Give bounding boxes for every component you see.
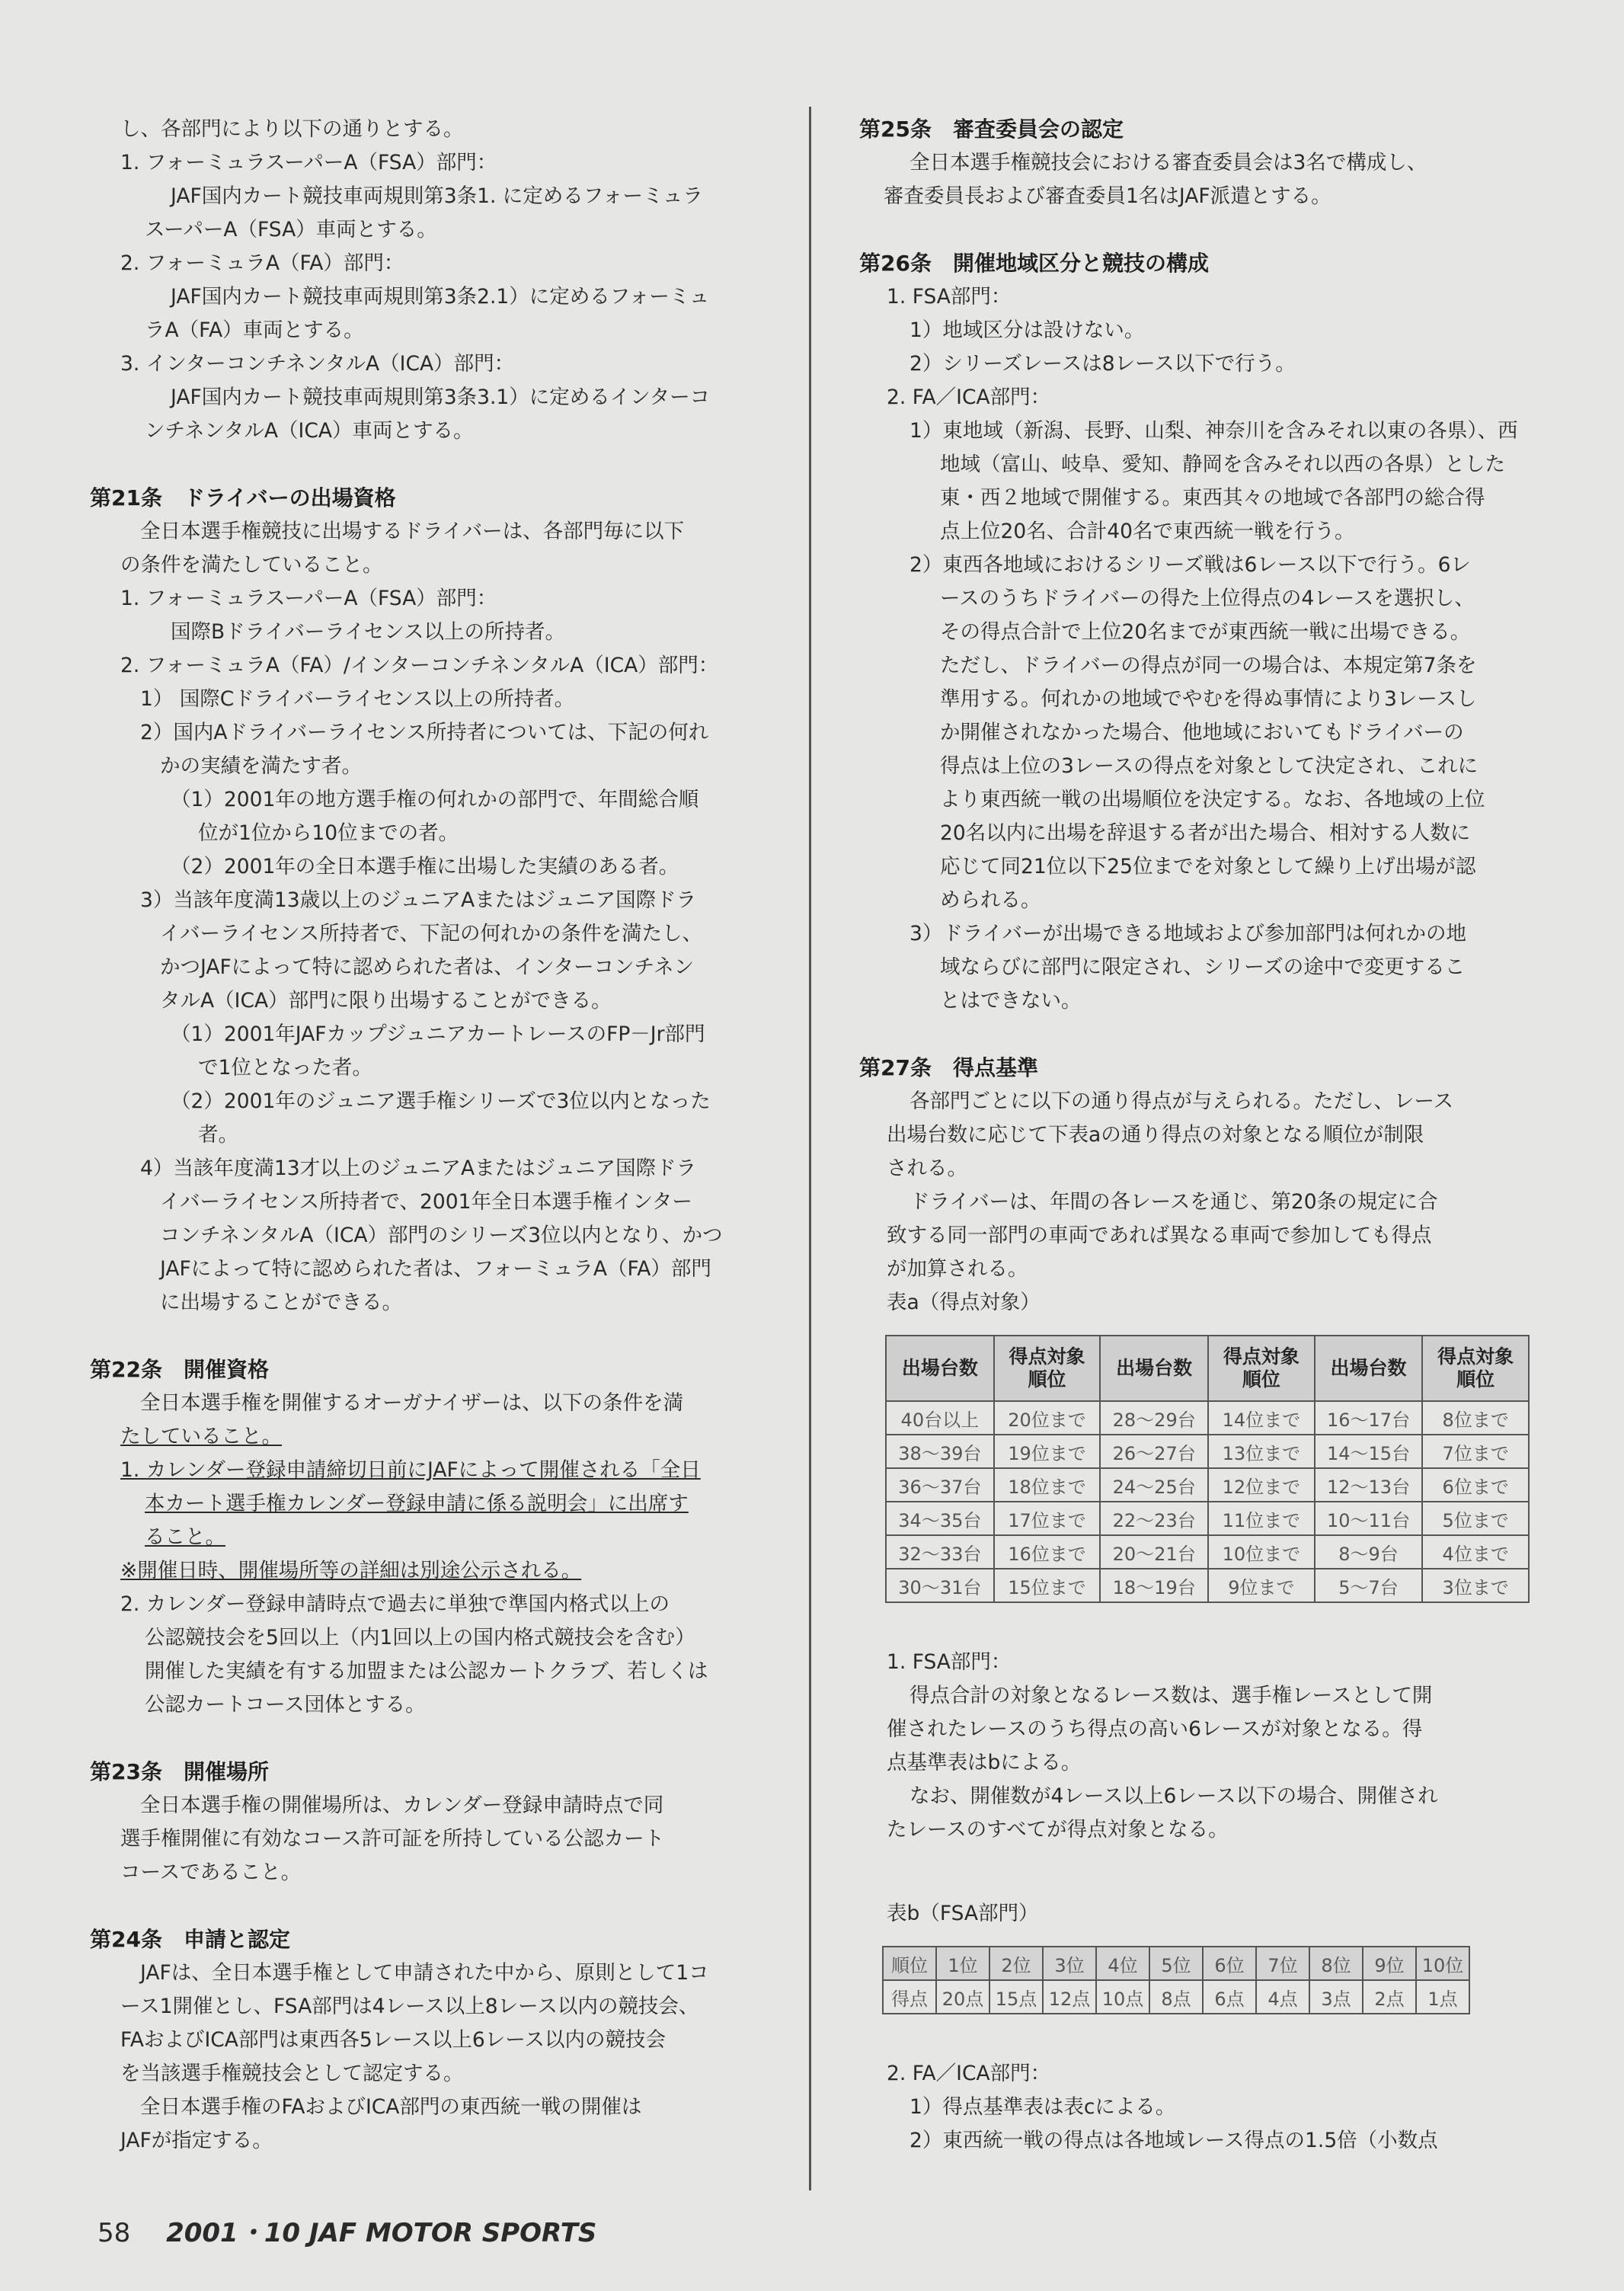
text-line: 域ならびに部門に限定され、シリーズの途中で変更するこ xyxy=(940,955,1466,979)
text-line: 公認競技会を5回以上（内1回以上の国内格式競技会を含む） xyxy=(145,1626,695,1649)
article-heading: 第26条 開催地域区分と競技の構成 xyxy=(859,251,1209,276)
column-divider xyxy=(809,107,811,2190)
text-line: JAFが指定する。 xyxy=(120,2129,273,2152)
page-number: 58 xyxy=(98,2218,131,2248)
table-cell: 3位 xyxy=(1043,1947,1096,1980)
text-line: その得点合計で上位20名までが東西統一戦に出場できる。 xyxy=(940,620,1471,644)
text-line: FAおよびICA部門は東西各5レース以上6レース以内の競技会 xyxy=(120,2028,666,2052)
text-line: なお、開催数が4レース以上6レース以下の場合、開催され xyxy=(910,1784,1438,1808)
table-cell: 14位まで xyxy=(1208,1401,1315,1435)
table-row xyxy=(886,1535,1529,1569)
table-cell: 14～15台 xyxy=(1315,1435,1423,1468)
table-row xyxy=(886,1435,1529,1468)
text-line: 全日本選手権競技に出場するドライバーは、各部門毎に以下 xyxy=(140,520,685,543)
text-line: 3. インターコンチネンタルA（ICA）部門： xyxy=(120,352,515,376)
table-a-header: 出場台数 xyxy=(886,1336,994,1401)
right-bottom-text xyxy=(859,2057,1530,2158)
text-line: 応じて同21位以下25位までを対象として繰り上げ出場が認 xyxy=(940,855,1476,878)
text-line: 3）当該年度満13歳以上のジュニアAまたはジュニア国際ドラ xyxy=(140,888,697,912)
text-line: 2. フォーミュラA（FA）/インターコンチネンタルA（ICA）部門： xyxy=(120,654,719,677)
table-cell: 8位 xyxy=(1309,1947,1363,1980)
right-middle-text xyxy=(859,1646,1530,1931)
table-cell: 15位まで xyxy=(994,1569,1101,1602)
text-line: 開催した実績を有する加盟または公認カートクラブ、若しくは xyxy=(145,1659,708,1683)
table-cell: 10～11台 xyxy=(1315,1502,1423,1535)
article-heading: 第22条 開催資格 xyxy=(90,1357,269,1382)
table-cell: 16位まで xyxy=(994,1535,1101,1569)
table-cell: 18～19台 xyxy=(1100,1569,1208,1602)
right-top-text xyxy=(859,113,1530,1320)
table-cell: 9位まで xyxy=(1208,1569,1315,1602)
table-a-header: 出場台数 xyxy=(1315,1336,1423,1401)
spacer xyxy=(90,1722,762,1755)
text-line: ラA（FA）車両とする。 xyxy=(145,318,364,342)
table-cell: 28～29台 xyxy=(1100,1401,1208,1435)
text-line: （2）2001年の全日本選手権に出場した実績のある者。 xyxy=(171,855,679,878)
text-line: 準用する。何れかの地域でやむを得ぬ事情により3レースし xyxy=(940,687,1477,711)
table-row xyxy=(886,1502,1529,1535)
text-line: 得点は上位の3レースの得点を対象として決定され、これに xyxy=(940,754,1479,778)
text-line: かつJAFによって特に認められた者は、インターコンチネン xyxy=(160,955,695,979)
table-cell: 10点 xyxy=(1096,1980,1149,2014)
table-cell: 5位 xyxy=(1149,1947,1203,1980)
left-column xyxy=(90,113,762,2158)
text-line: められる。 xyxy=(940,888,1041,912)
table-cell: 12～13台 xyxy=(1315,1468,1423,1502)
page-footer xyxy=(98,2214,596,2252)
table-cell: 8点 xyxy=(1149,1980,1203,2014)
table-row xyxy=(886,1569,1529,1602)
text-line: 2）東西統一戦の得点は各地域レース得点の1.5倍（小数点 xyxy=(910,2129,1438,2152)
text-line: より東西統一戦の出場順位を決定する。なお、各地域の上位 xyxy=(940,788,1485,811)
text-line: 公認カートコース団体とする。 xyxy=(145,1693,426,1717)
text-line: を当該選手権競技会として認定する。 xyxy=(120,2062,464,2085)
text-line: 位が1位から10位までの者。 xyxy=(198,821,459,845)
table-cell: 6位まで xyxy=(1422,1468,1529,1502)
table-cell: 1点 xyxy=(1416,1980,1469,2014)
spacer xyxy=(90,1889,762,1923)
text-line: （1）2001年JAFカップジュニアカートレースのFP－Jr部門 xyxy=(171,1022,705,1046)
table-cell: 3点 xyxy=(1309,1980,1363,2014)
table-row xyxy=(886,1468,1529,1502)
text-line: が加算される。 xyxy=(887,1257,1028,1281)
text-line: 1. FSA部門： xyxy=(887,1650,1012,1674)
text-line: 2）東西各地域におけるシリーズ戦は6レース以下で行う。6レ xyxy=(910,553,1471,577)
table-cell: 38～39台 xyxy=(886,1435,994,1468)
text-line: 選手権開催に有効なコース許可証を所持している公認カート xyxy=(120,1827,665,1851)
article-heading: 第21条 ドライバーの出場資格 xyxy=(90,485,396,510)
table-cell: 10位 xyxy=(1416,1947,1469,1980)
text-line: 1. フォーミュラスーパーA（FSA）部門： xyxy=(120,587,497,610)
table-cell: 8～9台 xyxy=(1315,1535,1423,1569)
table-cell: 12位まで xyxy=(1208,1468,1315,1502)
text-line: 2）国内Aドライバーライセンス所持者については、下記の何れ xyxy=(140,721,709,744)
table-cell: 15点 xyxy=(989,1980,1043,2014)
table-row xyxy=(886,1401,1529,1435)
table-row xyxy=(883,1947,1469,1980)
text-line: で1位となった者。 xyxy=(198,1056,372,1080)
table-cell: 20～21台 xyxy=(1100,1535,1208,1569)
table-cell: 11位まで xyxy=(1208,1502,1315,1535)
text-line: 1） 国際Cドライバーライセンス以上の所持者。 xyxy=(140,687,575,711)
text-line: （2）2001年のジュニア選手権シリーズで3位以内となった xyxy=(171,1090,711,1113)
table-cell: 4位まで xyxy=(1422,1535,1529,1569)
text-line: 1）得点基準表は表cによる。 xyxy=(910,2095,1176,2119)
text-line: かの実績を満たす者。 xyxy=(160,754,362,778)
table-cell: 32～33台 xyxy=(886,1535,994,1569)
right-column xyxy=(859,113,1530,2158)
table-cell: 26～27台 xyxy=(1100,1435,1208,1468)
text-line: 点基準表はbによる。 xyxy=(887,1751,1082,1774)
table-cell: 8位まで xyxy=(1422,1401,1529,1435)
text-line: 地域（富山、岐阜、愛知、静岡を含みそれ以西の各県）とした xyxy=(940,453,1505,476)
table-cell: 10位まで xyxy=(1208,1535,1315,1569)
text-line: コンチネンタルA（ICA）部門のシリーズ3位以内となり、かつ xyxy=(160,1224,723,1247)
spacer xyxy=(90,1320,762,1353)
text-line: に出場することができる。 xyxy=(160,1291,402,1314)
table-cell: 1位 xyxy=(936,1947,989,1980)
text-line: か開催されなかった場合、他地域においてもドライバーの xyxy=(940,721,1464,744)
text-line: 東・西２地域で開催する。東西其々の地域で各部門の総合得 xyxy=(940,486,1485,510)
table-cell: 18位まで xyxy=(994,1468,1101,1502)
text-line: コースであること。 xyxy=(120,1861,302,1884)
text-line: 点上位20名、合計40名で東西統一戦を行う。 xyxy=(940,520,1355,543)
text-line: 1. カレンダー登録申請締切日前にJAFによって開催される「全日 xyxy=(120,1458,701,1482)
table-a-header: 得点対象 順位 xyxy=(1422,1336,1529,1401)
text-line: JAF国内カート競技車両規則第3条3.1）に定めるインターコ xyxy=(171,386,711,409)
spacer xyxy=(859,1847,1530,1880)
text-line: 審査委員長および審査委員1名はJAF派遣とする。 xyxy=(884,184,1331,208)
text-line: とはできない。 xyxy=(940,989,1082,1013)
text-line: ース1開催とし、FSA部門は4レース以上8レース以内の競技会、 xyxy=(120,1995,699,2018)
table-cell: 順位 xyxy=(883,1947,936,1980)
table-a-header: 得点対象 順位 xyxy=(994,1336,1101,1401)
text-line: JAFは、全日本選手権として申請された中から、原則として1コ xyxy=(140,1961,709,1985)
table-cell: 7位 xyxy=(1256,1947,1309,1980)
text-line: タルA（ICA）部門に限り出場することができる。 xyxy=(160,989,612,1013)
table-cell: 17位まで xyxy=(994,1502,1101,1535)
text-line: 3）ドライバーが出場できる地域および参加部門は何れかの地 xyxy=(910,922,1467,946)
text-line: 本カート選手権カレンダー登録申請に係る説明会」に出席す xyxy=(145,1492,689,1515)
text-line: ースのうちドライバーの得た上位得点の4レースを選択し、 xyxy=(940,587,1475,610)
table-row xyxy=(883,1980,1469,2014)
table-a xyxy=(885,1335,1530,1603)
text-line: 各部門ごとに以下の通り得点が与えられる。ただし、レース xyxy=(910,1090,1454,1113)
spacer xyxy=(90,448,762,482)
table-a-header: 出場台数 xyxy=(1100,1336,1208,1401)
table-cell: 19位まで xyxy=(994,1435,1101,1468)
table-cell: 22～23台 xyxy=(1100,1502,1208,1535)
table-cell: 40台以上 xyxy=(886,1401,994,1435)
text-line: 1）東地域（新潟、長野、山梨、神奈川を含みそれ以東の各県）、西 xyxy=(910,419,1518,443)
text-line: し、各部門により以下の通りとする。 xyxy=(120,117,464,141)
table-cell: 3位まで xyxy=(1422,1569,1529,1602)
table-cell: 6位 xyxy=(1203,1947,1256,1980)
text-line: の条件を満たしていること。 xyxy=(120,553,383,577)
text-line: 4）当該年度満13才以上のジュニアAまたはジュニア国際ドラ xyxy=(140,1157,697,1180)
text-line: JAFによって特に認められた者は、フォーミュラA（FA）部門 xyxy=(160,1257,711,1281)
text-line: 全日本選手権のFAおよびICA部門の東西統一戦の開催は xyxy=(140,2095,642,2119)
article-heading: 第25条 審査委員会の認定 xyxy=(859,117,1124,142)
table-cell: 12点 xyxy=(1043,1980,1096,2014)
text-line: たしていること。 xyxy=(120,1425,282,1448)
text-line: 2. FA／ICA部門： xyxy=(887,386,1051,409)
table-cell: 16～17台 xyxy=(1315,1401,1423,1435)
table-cell: 5～7台 xyxy=(1315,1569,1423,1602)
text-line: 催されたレースのうち得点の高い6レースが対象となる。得 xyxy=(887,1717,1423,1741)
text-line: ること。 xyxy=(145,1525,225,1549)
text-line: ただし、ドライバーの得点が同一の場合は、本規定第7条を xyxy=(940,654,1477,677)
text-line: 表b（FSA部門） xyxy=(887,1902,1039,1925)
article-heading: 第27条 得点基準 xyxy=(859,1055,1038,1080)
text-line: イバーライセンス所持者で、2001年全日本選手権インター xyxy=(160,1190,692,1214)
spacer xyxy=(859,1018,1530,1051)
table-cell: 2点 xyxy=(1363,1980,1416,2014)
text-line: 得点合計の対象となるレース数は、選手権レースとして開 xyxy=(910,1684,1433,1707)
text-line: ドライバーは、年間の各レースを通じ、第20条の規定に合 xyxy=(910,1190,1438,1214)
spacer xyxy=(859,1880,1530,1897)
table-cell: 4位 xyxy=(1096,1947,1149,1980)
text-line: 全日本選手権の開催場所は、カレンダー登録申請時点で同 xyxy=(140,1793,664,1817)
text-line: 2. フォーミュラA（FA）部門： xyxy=(120,251,404,275)
text-line: 1. FSA部門： xyxy=(887,285,1012,309)
table-cell: 2位 xyxy=(989,1947,1043,1980)
publication-title: 2001・10 JAF MOTOR SPORTS xyxy=(166,2218,597,2248)
table-cell: 7位まで xyxy=(1422,1435,1529,1468)
table-cell: 4点 xyxy=(1256,1980,1309,2014)
article-heading: 第24条 申請と認定 xyxy=(90,1927,290,1952)
text-line: 2. FA／ICA部門： xyxy=(887,2062,1051,2085)
table-cell: 5位まで xyxy=(1422,1502,1529,1535)
text-line: 出場台数に応じて下表aの通り得点の対象となる順位が制限 xyxy=(887,1123,1424,1147)
text-line: 20名以内に出場を辞退する者が出た場合、相対する人数に xyxy=(940,821,1471,845)
table-cell: 30～31台 xyxy=(886,1569,994,1602)
text-line: 2）シリーズレースは8レース以下で行う。 xyxy=(910,352,1296,376)
spacer xyxy=(859,213,1530,247)
table-b xyxy=(882,1946,1470,2014)
text-line: 1. フォーミュラスーパーA（FSA）部門： xyxy=(120,151,497,174)
text-line: 表a（得点対象） xyxy=(887,1291,1041,1314)
text-line: ※開催日時、開催場所等の詳細は別途公示される。 xyxy=(120,1559,582,1582)
text-line: 者。 xyxy=(198,1123,238,1147)
text-line: JAF国内カート競技車両規則第3条1. に定めるフォーミュラ xyxy=(171,184,703,208)
text-line: 全日本選手権競技会における審査委員会は3名で構成し、 xyxy=(910,151,1427,174)
text-line: される。 xyxy=(887,1157,967,1180)
text-line: 全日本選手権を開催するオーガナイザーは、以下の条件を満 xyxy=(140,1391,684,1415)
table-cell: 36～37台 xyxy=(886,1468,994,1502)
table-cell: 34～35台 xyxy=(886,1502,994,1535)
table-cell: 20位まで xyxy=(994,1401,1101,1435)
text-line: スーパーA（FSA）車両とする。 xyxy=(145,218,437,242)
table-cell: 24～25台 xyxy=(1100,1468,1208,1502)
text-line: 致する同一部門の車両であれば異なる車両で参加しても得点 xyxy=(887,1224,1432,1247)
text-line: 2. カレンダー登録申請時点で過去に単独で準国内格式以上の xyxy=(120,1592,670,1616)
table-cell: 得点 xyxy=(883,1980,936,2014)
table-cell: 6点 xyxy=(1203,1980,1256,2014)
text-line: 国際Bドライバーライセンス以上の所持者。 xyxy=(171,620,565,644)
table-a-header: 得点対象 順位 xyxy=(1208,1336,1315,1401)
text-line: 1）地域区分は設けない。 xyxy=(910,318,1145,342)
text-line: イバーライセンス所持者で、下記の何れかの条件を満たし、 xyxy=(160,922,703,946)
text-line: ンチネンタルA（ICA）車両とする。 xyxy=(145,419,474,443)
table-cell: 9位 xyxy=(1363,1947,1416,1980)
table-cell: 20点 xyxy=(936,1980,989,2014)
text-line: （1）2001年の地方選手権の何れかの部門で、年間総合順 xyxy=(171,788,699,811)
article-heading: 第23条 開催場所 xyxy=(90,1759,269,1784)
table-cell: 13位まで xyxy=(1208,1435,1315,1468)
text-line: たレースのすべてが得点対象となる。 xyxy=(887,1818,1229,1841)
text-line: JAF国内カート競技車両規則第3条2.1）に定めるフォーミュ xyxy=(171,285,710,309)
